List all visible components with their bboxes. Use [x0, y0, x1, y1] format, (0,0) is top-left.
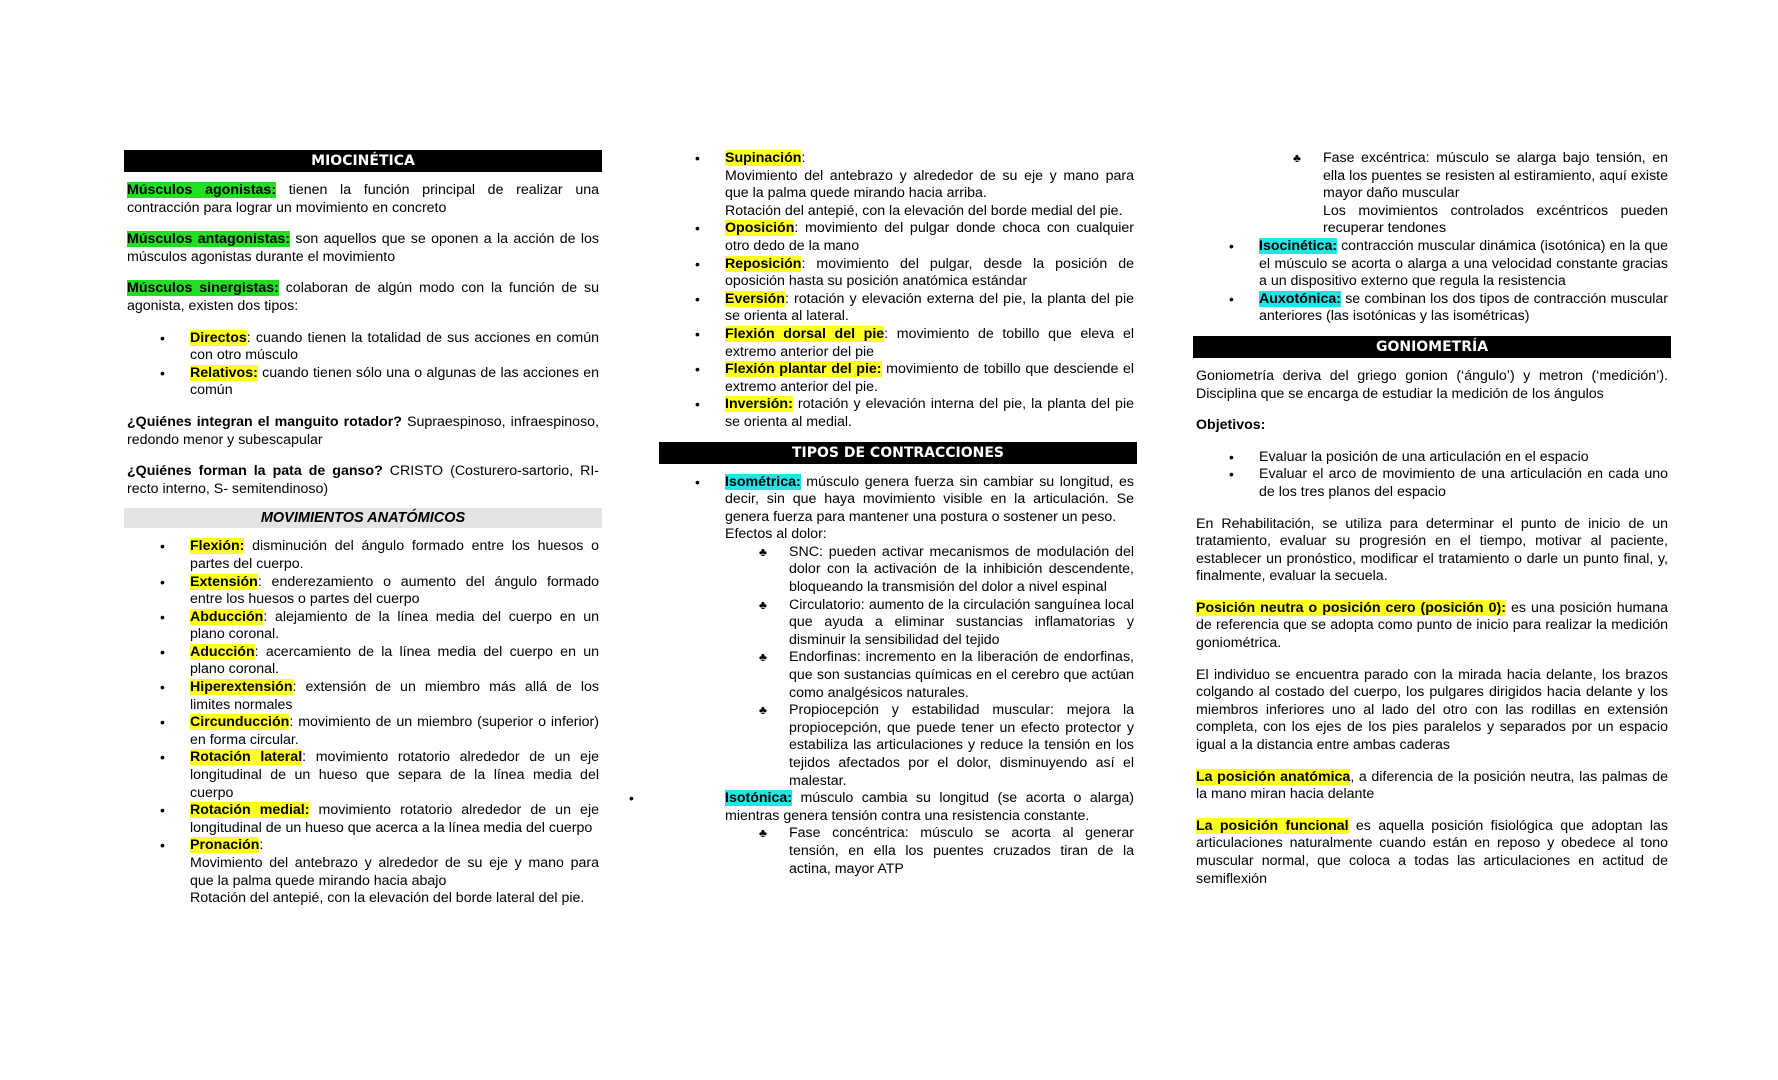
paragraph-ganso [124, 463, 602, 498]
term-isometrica: Isométrica: [725, 473, 801, 490]
term-aduccion: Aducción [190, 643, 255, 660]
list-item: • Evaluar la posición de una articulación en el espacio [1259, 449, 1668, 467]
paragraph-rehabilitacion: En Rehabilitación, se utiliza para determinar el punto de inicio de un tratamiento, evaluar su progresión en el tiempo, motivar al paciente, establecer un pronóstico, modificar el tratamiento o darle un punto final, y, finalmente, evaluar la secuela. [1196, 515, 1668, 585]
answer-ganso: CRISTO (Costurero-sartorio, RI- recto interno, S- semitendinoso) [127, 463, 599, 497]
paragraph-individuo: El individuo se encuentra parado con la mirada hacia delante, los brazos colgando al costado del cuerpo, los pulgares dirigidos hacia delante y los miembros inferiores uno al lado del otro con las rodillas en extensión completa, con los ejes de los pies paralelos y separados por un espacio igual a la distancia entre ambas caderas [1196, 666, 1668, 754]
def-auxotonica: se combinan los dos tipos de contracción muscular anteriores (las isotónicas y las isométricas) [1259, 290, 1668, 325]
list-item [725, 256, 1134, 291]
question-ganso: ¿Quiénes forman la pata de ganso? [127, 463, 383, 480]
term-flexion-dorsal: Flexión dorsal del pie [725, 325, 885, 342]
paragraph-agonistas [124, 182, 602, 217]
term-posicion-funcional: La posición funcional [1196, 817, 1349, 834]
list-item [725, 474, 1134, 544]
colon: : [259, 837, 264, 854]
term-oposicion: Oposición [725, 220, 795, 237]
section-header-miocinetica: MIOCINÉTICA [124, 150, 602, 172]
def-isotonica: músculo cambia su longitud (se acorta o alarga) mientras genera tensión contra una resistencia constante. [725, 790, 1134, 824]
term-hiperextension: Hiperextensión [190, 679, 293, 696]
list-contracciones [659, 474, 1137, 544]
def-agonistas: tienen la función principal de realizar una contracción para lograr un movimiento en concreto [127, 182, 599, 216]
def-flexion-plantar: movimiento de tobillo que desciende el extremo anterior del pie. [725, 361, 1134, 395]
paragraph-antagonistas [124, 231, 602, 266]
column-miocinetica [124, 150, 602, 908]
fase-excentrica-2: Los movimientos controlados excéntricos pueden recuperar tendones [1323, 202, 1668, 237]
def-posicion-funcional: es aquella posición fisiológica que adoptan las articulaciones naturalmente cuando están en reposo y obedece al tono muscular normal, que coloca a todas las articulaciones en actitud de semiflexión [1196, 817, 1668, 887]
section-header-contracciones: TIPOS DE CONTRACCIONES [659, 442, 1137, 464]
term-circunduccion: Circunducción [190, 714, 290, 731]
list-item: • Evaluar el arco de movimiento de una articulación en cada uno de los tres planos del espacio [1259, 466, 1668, 501]
colon: : [801, 150, 806, 166]
list-item [725, 291, 1134, 326]
term-directos: Directos [190, 329, 247, 346]
list-contracciones-cont [1193, 238, 1671, 326]
term-pronacion: Pronación [190, 837, 260, 854]
term-isocinetica: Isocinética: [1259, 237, 1338, 254]
fase-excentrica: Fase excéntrica: músculo se alarga bajo tensión, en ella los puentes se resisten al estiramiento, aquí existe mayor daño muscular [1323, 150, 1668, 202]
term-rotacion-medial: Rotación medial: [190, 802, 310, 819]
def-reposicion: : movimiento del pulgar, desde la posición de oposición hasta su posición anatómica estándar [725, 255, 1134, 290]
list-item: ♣ Fase concéntrica: músculo se acorta al generar tensión, en ella los puentes cruzados tiran de la actina, mayor ATP [789, 825, 1134, 878]
paragraph-manguito [124, 414, 602, 449]
efectos-label: Efectos al dolor: [725, 526, 827, 543]
list-item [190, 365, 599, 400]
list-item [190, 837, 599, 907]
list-item: ♣ Circulatorio: aumento de la circulación sanguínea local que ayuda a eliminar sustancias inflamatorias y disminuir la sensibilidad del tejido [789, 597, 1134, 650]
term-flexion: Flexión: [190, 538, 245, 555]
paragraph-posicion-funcional [1193, 818, 1671, 888]
def-pronacion-1: Movimiento del antebrazo y alrededor de su eje y mano para que la palma quede mirando hacia abajo [190, 855, 599, 889]
term-sinergistas: Músculos sinergistas: [127, 280, 279, 297]
paragraph-posicion-neutra [1193, 600, 1671, 653]
list-fases-cont [1193, 150, 1671, 238]
column-contracciones [659, 150, 1137, 878]
list-item [725, 396, 1134, 431]
list-item [190, 538, 599, 573]
term-eversion: Eversión [725, 290, 785, 307]
def-isocinetica: contracción muscular dinámica (isotónica) en la que el músculo se acorta o alarga a una velocidad constante gracias a un dispositivo externo que regula la resistencia [1259, 237, 1668, 290]
def-relativos: cuando tienen sólo una o algunas de las acciones en común [190, 364, 599, 399]
def-rotacion-medial: movimiento rotatorio alrededor de un eje longitudinal de un hueso que acerca a la línea media del cuerpo [190, 802, 599, 836]
list-fases [659, 825, 1137, 878]
answer-manguito: Supraespinoso, infraespinoso, redondo menor y subescapular [127, 413, 600, 448]
def-aduccion: : acercamiento de la línea media del cuerpo en un plano coronal. [190, 643, 599, 678]
term-agonistas: Músculos agonistas: [127, 182, 277, 198]
def-isometrica: músculo genera fuerza sin cambiar su longitud, es decir, sin que haya movimiento visible en la articulación. Se genera fuerza para mantener una postura o sostener un peso. [725, 473, 1134, 525]
list-item [659, 790, 1134, 825]
term-flexion-plantar: Flexión plantar del pie: [725, 361, 882, 378]
term-inversion: Inversión: [725, 396, 793, 413]
term-auxotonica: Auxotónica: [1259, 290, 1341, 307]
list-item [190, 802, 599, 837]
def-abduccion: : alejamiento de la línea media del cuerpo en un plano coronal. [190, 608, 599, 643]
def-hiperextension: : extensión de un miembro más allá de los limites normales [190, 679, 599, 713]
term-reposicion: Reposición [725, 255, 802, 272]
term-antagonistas: Músculos antagonistas: [127, 231, 291, 248]
paragraph-intro: Goniometría deriva del griego gonion (‘ángulo’) y metron (‘medición’). Disciplina que se encarga de estudiar la medición de los ángulos [1196, 367, 1668, 402]
list-item [190, 749, 599, 802]
def-supinacion-2: Rotación del antepié, con la elevación del borde medial del pie. [725, 202, 1123, 219]
def-flexion-dorsal: : movimiento de tobillo que eleva el extremo anterior del pie [725, 325, 1134, 360]
def-eversion: : rotación y elevación externa del pie, la planta del pie se orienta al lateral. [725, 290, 1134, 325]
term-isotonica: Isotónica: [725, 790, 793, 807]
list-item [190, 644, 599, 679]
list-item: ♣ Propiocepción y estabilidad muscular: mejora la propiocepción, que puede tener un efecto protector y estabiliza las articulaciones y reduce la tensión en los tejidos afectados por el dolor, disminuyendo así el malestar. [789, 702, 1134, 790]
list-item [1259, 238, 1668, 291]
term-relativos: Relativos: [190, 364, 258, 381]
objetivos-label [1193, 417, 1671, 435]
term-supinacion: Supinación [725, 150, 802, 166]
term-posicion-anatomica: La posición anatómica [1196, 768, 1351, 785]
list-movimientos [124, 538, 602, 907]
def-supinacion-1: Movimiento del antebrazo y alrededor de su eje y mano para que la palma quede mirando hacia arriba. [725, 167, 1134, 202]
def-extension: : enderezamiento o aumento del ángulo formado entre los huesos o partes del cuerpo [190, 573, 599, 608]
list-item [190, 679, 599, 714]
list-item: ♣ Endorfinas: incremento en la liberación de endorfinas, que son sustancias químicas en el cerebro que actúan como analgésicos naturales. [789, 649, 1134, 702]
list-item [190, 574, 599, 609]
term-posicion-neutra: Posición neutra o posición cero (posición 0): [1196, 599, 1506, 616]
def-circunduccion: : movimiento de un miembro (superior o inferior) en forma circular. [190, 714, 599, 748]
list-item [725, 326, 1134, 361]
def-inversion: rotación y elevación interna del pie, la planta del pie se orienta al medial. [725, 396, 1134, 430]
paragraph-posicion-anatomica [1193, 769, 1671, 804]
term-extension: Extensión [190, 573, 258, 590]
list-objetivos [1193, 449, 1671, 502]
paragraph-sinergistas [124, 280, 602, 315]
list-item [190, 330, 599, 365]
def-directos: : cuando tienen la totalidad de sus acciones en común con otro músculo [190, 329, 599, 364]
list-tipos-sinergistas [124, 330, 602, 400]
def-rotacion-lateral: : movimiento rotatorio alrededor de un eje longitudinal de un hueso que separa de la línea media del cuerpo [190, 749, 599, 801]
def-antagonistas: son aquellos que se oponen a la acción de los músculos agonistas durante el movimiento [127, 231, 599, 265]
list-efectos [659, 544, 1137, 790]
term-rotacion-lateral: Rotación lateral [190, 749, 303, 766]
def-posicion-anatomica: , a diferencia de la posición neutra, las palmas de la mano miran hacia delante [1196, 768, 1668, 803]
def-oposicion: : movimiento del pulgar donde choca con cualquier otro dedo de la mano [725, 220, 1134, 254]
list-item [1259, 291, 1668, 326]
def-flexion: disminución del ángulo formado entre los huesos o partes del cuerpo. [190, 538, 599, 572]
term-abduccion: Abducción [190, 608, 264, 625]
list-item [190, 609, 599, 644]
list-isotonica [659, 790, 1137, 825]
def-posicion-neutra: es una posición humana de referencia que se adopta como punto de inicio para realizar la medición goniométrica. [1196, 599, 1668, 652]
list-item [725, 220, 1134, 255]
list-item [725, 150, 1134, 220]
def-pronacion-2: Rotación del antepié, con la elevación del borde lateral del pie. [190, 890, 585, 907]
list-item: ♣ SNC: pueden activar mecanismos de modulación del dolor con la activación de la inhibición descendente, bloqueando la transmisión del dolor a nivel espinal [789, 544, 1134, 597]
column-goniometria [1193, 150, 1671, 888]
def-sinergistas: colaboran de algún modo con la función de su agonista, existen dos tipos: [127, 280, 599, 314]
list-item [190, 714, 599, 749]
question-manguito: ¿Quiénes integran el manguito rotador? [127, 413, 402, 430]
list-item [1323, 150, 1668, 238]
list-movimientos-cont [659, 150, 1137, 432]
objetivos-title: Objetivos: [1196, 417, 1266, 434]
section-header-goniometria: GONIOMETRÍA [1193, 336, 1671, 358]
list-item [725, 361, 1134, 396]
subsection-header-movimientos: MOVIMIENTOS ANATÓMICOS [124, 508, 602, 528]
